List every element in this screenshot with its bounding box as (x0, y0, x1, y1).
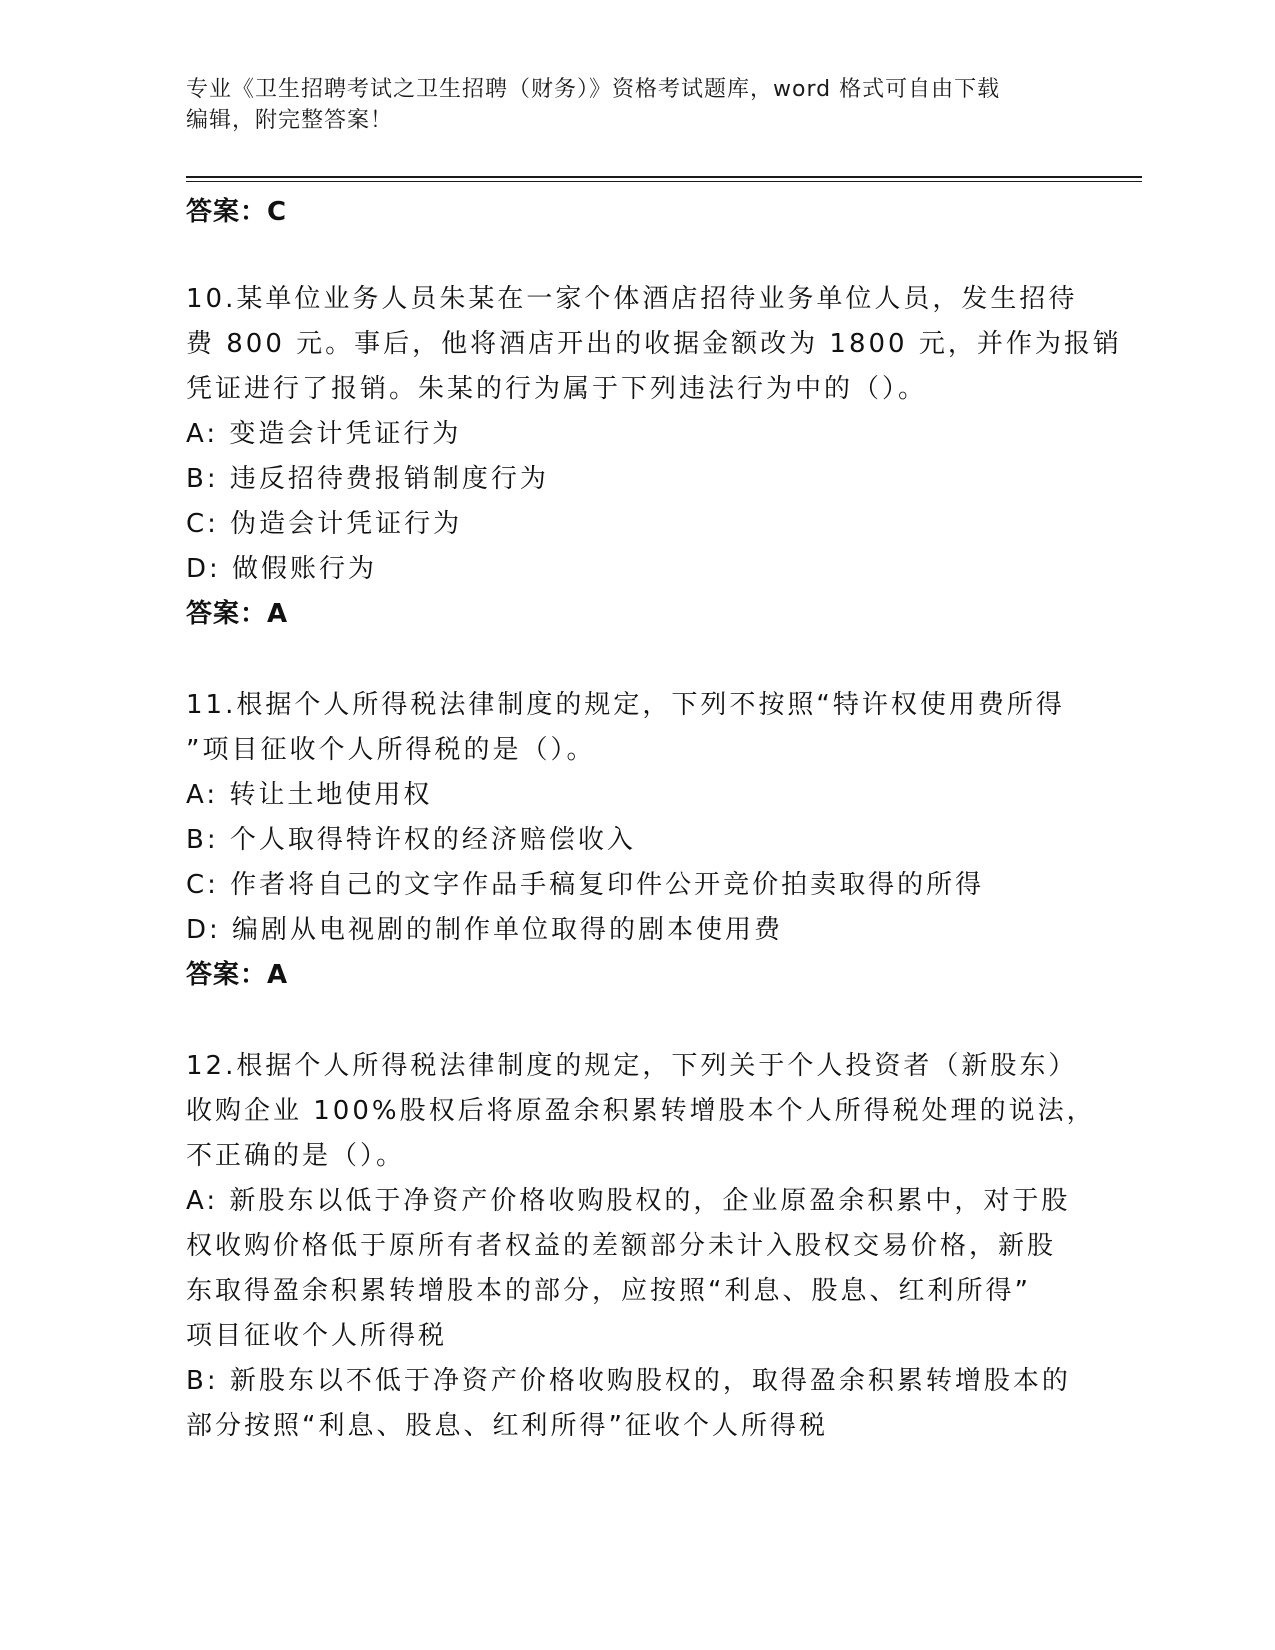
question-stem-line: 费 800 元。事后，他将酒店开出的收据金额改为 1800 元，并作为报销 (186, 329, 1122, 359)
previous-answer: 答案：C (186, 197, 288, 227)
question-12 (186, 1044, 1096, 1449)
option-b: B: 个人取得特许权的经济赔偿收入 (186, 825, 636, 855)
question-10 (186, 277, 1122, 637)
option-c: C: 作者将自己的文字作品手稿复印件公开竞价拍卖取得的所得 (186, 870, 985, 900)
option-a: A: 变造会计凭证行为 (186, 419, 462, 449)
option-d: D: 做假账行为 (186, 554, 378, 584)
question-stem-line: 11.根据个人所得税法律制度的规定，下列不按照“特许权使用费所得 (186, 690, 1065, 720)
option-a: A: 转让土地使用权 (186, 780, 433, 810)
page-header (186, 74, 1086, 136)
option-a-continued: 权收购价格低于原所有者权益的差额部分未计入股权交易价格，新股 (186, 1231, 1057, 1261)
question-answer: 答案：A (186, 599, 289, 629)
option-a: A: 新股东以低于净资产价格收购股权的，企业原盈余积累中，对于股 (186, 1186, 1071, 1216)
question-stem-line: 12.根据个人所得税法律制度的规定，下列关于个人投资者（新股东） (186, 1051, 1078, 1081)
option-a-continued: 项目征收个人所得税 (186, 1321, 448, 1351)
question-stem-line: 10.某单位业务人员朱某在一家个体酒店招待业务单位人员，发生招待 (186, 284, 1078, 314)
question-stem-line: ”项目征收个人所得税的是（）。 (186, 735, 596, 765)
option-b: B: 违反招待费报销制度行为 (186, 464, 549, 494)
option-a-continued: 东取得盈余积累转增股本的部分，应按照“利息、股息、红利所得” (186, 1276, 1031, 1306)
header-rule-thick (186, 176, 1142, 178)
question-stem-line: 不正确的是（）。 (186, 1141, 406, 1171)
question-stem-line: 凭证进行了报销。朱某的行为属于下列违法行为中的（）。 (186, 374, 928, 404)
question-stem-line: 收购企业 100%股权后将原盈余积累转增股本个人所得税处理的说法， (186, 1096, 1096, 1126)
header-rule-thin (186, 181, 1142, 182)
option-d: D: 编剧从电视剧的制作单位取得的剧本使用费 (186, 915, 784, 945)
header-line-1: 专业《卫生招聘考试之卫生招聘（财务）》资格考试题库，word 格式可自由下载 (186, 77, 1001, 102)
question-answer: 答案：A (186, 960, 289, 990)
document-body (186, 190, 1122, 1449)
question-11 (186, 683, 1066, 998)
header-line-2: 编辑，附完整答案！ (186, 108, 394, 133)
option-b-continued: 部分按照“利息、股息、红利所得”征收个人所得税 (186, 1411, 828, 1441)
option-c: C: 伪造会计凭证行为 (186, 509, 463, 539)
option-b: B: 新股东以不低于净资产价格收购股权的，取得盈余积累转增股本的 (186, 1366, 1071, 1396)
